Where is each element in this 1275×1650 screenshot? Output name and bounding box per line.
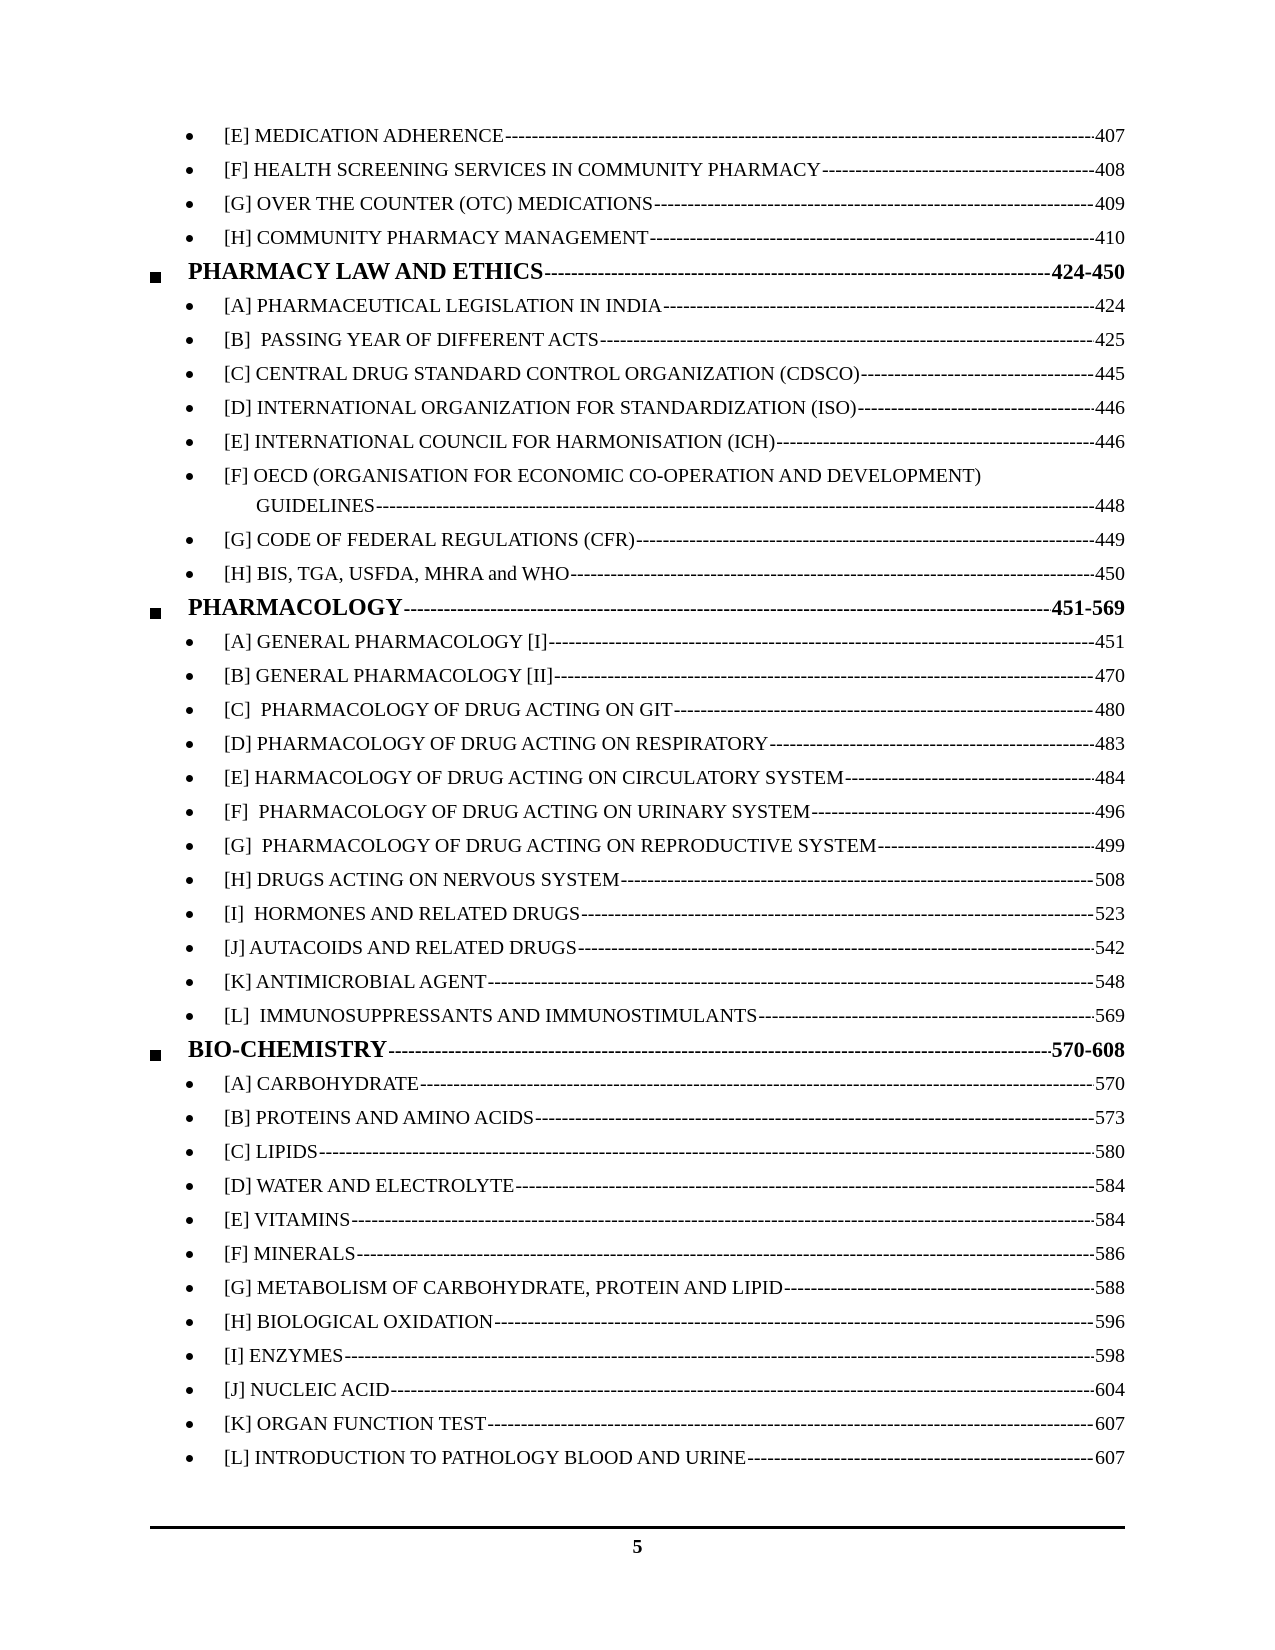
toc-line <box>224 192 1125 216</box>
toc-line <box>224 362 1125 386</box>
bullet-icon <box>186 1013 193 1020</box>
entry-page: 586 <box>1095 1243 1125 1265</box>
bullet-icon <box>186 201 193 208</box>
dot-leader <box>674 698 1094 722</box>
toc-entry-row[interactable] <box>0 1072 1275 1106</box>
entry-page: 483 <box>1095 733 1125 755</box>
entry-title: [E] HARMACOLOGY OF DRUG ACTING ON CIRCULATORY SYSTEM <box>224 767 844 789</box>
dot-leader <box>494 1310 1094 1334</box>
toc-line <box>188 1036 1125 1064</box>
toc-line <box>224 800 1125 824</box>
entry-title: [E] MEDICATION ADHERENCE <box>224 125 504 147</box>
dot-leader <box>758 1004 1094 1028</box>
toc-line <box>224 1412 1125 1436</box>
toc-line <box>224 902 1125 926</box>
dot-leader <box>488 970 1094 994</box>
entry-title: [F] HEALTH SCREENING SERVICES IN COMMUNITY PHARMACY <box>224 159 821 181</box>
toc-entry-row[interactable] <box>0 226 1275 260</box>
entry-title: [D] INTERNATIONAL ORGANIZATION FOR STANDARDIZATION (ISO) <box>224 397 857 419</box>
toc-line <box>224 562 1125 586</box>
entry-title: [C] LIPIDS <box>224 1141 318 1163</box>
bullet-icon <box>186 1115 193 1122</box>
dot-leader <box>554 664 1094 688</box>
bullet-icon <box>186 303 193 310</box>
dot-leader <box>600 328 1094 352</box>
dot-leader <box>351 1208 1094 1232</box>
toc-line <box>224 732 1125 756</box>
toc-entry-row[interactable] <box>0 732 1275 766</box>
toc-line <box>224 1004 1125 1028</box>
square-bullet-icon <box>150 608 161 619</box>
toc-line <box>224 1446 1125 1470</box>
entry-title: [F] PHARMACOLOGY OF DRUG ACTING ON URINARY SYSTEM <box>224 801 811 823</box>
page-number: 5 <box>632 1536 643 1558</box>
toc-entry-row[interactable] <box>0 902 1275 936</box>
bullet-icon <box>186 911 193 918</box>
entry-page: 499 <box>1095 835 1125 857</box>
toc-entry-row[interactable] <box>0 868 1275 902</box>
entry-page: 450 <box>1095 563 1125 585</box>
section-page-range: 424-450 <box>1051 259 1125 284</box>
entry-page: 451 <box>1095 631 1125 653</box>
bullet-icon <box>186 439 193 446</box>
section-page-range: 570-608 <box>1051 1037 1125 1062</box>
bullet-icon <box>186 877 193 884</box>
bullet-icon <box>186 707 193 714</box>
dot-leader <box>420 1072 1094 1096</box>
toc-section-row[interactable] <box>0 260 1275 294</box>
dot-leader <box>747 1446 1094 1470</box>
entry-title: [H] DRUGS ACTING ON NERVOUS SYSTEM <box>224 869 620 891</box>
bullet-icon <box>186 405 193 412</box>
bullet-icon <box>186 473 193 480</box>
entry-title: [H] BIOLOGICAL OXIDATION <box>224 1311 494 1333</box>
entry-page: 584 <box>1095 1175 1125 1197</box>
entry-title: [G] PHARMACOLOGY OF DRUG ACTING ON REPRODUCTIVE SYSTEM <box>224 835 877 857</box>
dot-leader <box>663 294 1094 318</box>
toc-entry-row[interactable] <box>0 970 1275 1004</box>
entry-page: 604 <box>1095 1379 1125 1401</box>
dot-leader <box>861 362 1094 386</box>
dot-leader <box>654 192 1094 216</box>
toc-entry-row[interactable] <box>0 1446 1275 1480</box>
toc-entry-row[interactable] <box>0 1310 1275 1344</box>
toc-line <box>224 226 1125 250</box>
entry-title: [D] PHARMACOLOGY OF DRUG ACTING ON RESPIRATORY <box>224 733 769 755</box>
entry-page: 410 <box>1095 227 1125 249</box>
entry-title: [G] CODE OF FEDERAL REGULATIONS (CFR) <box>224 529 635 551</box>
toc-line <box>224 430 1125 454</box>
toc-entry-row[interactable] <box>0 1004 1275 1038</box>
toc-entry-row[interactable] <box>0 464 1275 494</box>
section-page-range: 451-569 <box>1051 595 1125 620</box>
bullet-icon <box>186 1421 193 1428</box>
bullet-icon <box>186 371 193 378</box>
bullet-icon <box>186 639 193 646</box>
toc-line <box>188 594 1125 622</box>
toc-entry-row[interactable] <box>0 396 1275 430</box>
entry-title: [C] CENTRAL DRUG STANDARD CONTROL ORGANIZATION (CDSCO) <box>224 363 860 385</box>
entry-title: [I] ENZYMES <box>224 1345 344 1367</box>
dot-leader <box>578 936 1094 960</box>
entry-title: [G] METABOLISM OF CARBOHYDRATE, PROTEIN AND LIPID <box>224 1277 783 1299</box>
toc-entry-row[interactable] <box>0 328 1275 362</box>
bullet-icon <box>186 1081 193 1088</box>
dot-leader <box>878 834 1094 858</box>
toc-line <box>224 328 1125 352</box>
entry-page: 424 <box>1095 295 1125 317</box>
bullet-icon <box>186 1319 193 1326</box>
entry-title: [K] ANTIMICROBIAL AGENT <box>224 971 487 993</box>
entry-title: [B] PASSING YEAR OF DIFFERENT ACTS <box>224 329 599 351</box>
entry-page: 570 <box>1095 1073 1125 1095</box>
toc-line <box>224 1310 1125 1334</box>
toc-line <box>256 494 1125 518</box>
toc-line <box>224 396 1125 420</box>
bullet-icon <box>186 571 193 578</box>
entry-page: 542 <box>1095 937 1125 959</box>
entry-page: 448 <box>1095 495 1125 517</box>
entry-title: [A] GENERAL PHARMACOLOGY [I] <box>224 631 548 653</box>
entry-page: 580 <box>1095 1141 1125 1163</box>
toc-line <box>224 698 1125 722</box>
dot-leader <box>391 1378 1094 1402</box>
dot-leader <box>515 1174 1094 1198</box>
entry-title: [B] PROTEINS AND AMINO ACIDS <box>224 1107 535 1129</box>
entry-page: 569 <box>1095 1005 1125 1027</box>
bullet-icon <box>186 741 193 748</box>
toc-entry-row[interactable] <box>0 630 1275 664</box>
entry-page: 446 <box>1095 397 1125 419</box>
dot-leader <box>636 528 1094 552</box>
toc-section-row[interactable] <box>0 596 1275 630</box>
toc-entry-row[interactable] <box>0 1378 1275 1412</box>
table-of-contents <box>0 124 1275 1480</box>
toc-entry-row[interactable] <box>0 1106 1275 1140</box>
entry-page: 523 <box>1095 903 1125 925</box>
bullet-icon <box>186 167 193 174</box>
entry-title: [F] OECD (ORGANISATION FOR ECONOMIC CO-OPERATION AND DEVELOPMENT) <box>224 465 982 487</box>
dot-leader <box>357 1242 1094 1266</box>
section-title: BIO-CHEMISTRY <box>188 1037 388 1063</box>
toc-line <box>224 766 1125 790</box>
entry-page: 470 <box>1095 665 1125 687</box>
bullet-icon <box>186 843 193 850</box>
entry-title: [H] BIS, TGA, USFDA, MHRA and WHO <box>224 563 570 585</box>
entry-page: 596 <box>1095 1311 1125 1333</box>
toc-line <box>224 1276 1125 1300</box>
toc-entry-row[interactable] <box>0 528 1275 562</box>
bullet-icon <box>186 1217 193 1224</box>
dot-leader <box>505 124 1094 148</box>
bullet-icon <box>186 235 193 242</box>
section-title: PHARMACOLOGY <box>188 595 403 621</box>
dot-leader <box>535 1106 1094 1130</box>
dot-leader <box>811 800 1094 824</box>
toc-line <box>224 1174 1125 1198</box>
bullet-icon <box>186 979 193 986</box>
toc-entry-row[interactable] <box>0 1412 1275 1446</box>
toc-line <box>224 630 1125 654</box>
toc-entry-row[interactable] <box>0 430 1275 464</box>
toc-entry-row[interactable] <box>0 1276 1275 1310</box>
dot-leader <box>621 868 1094 892</box>
entry-title: [E] INTERNATIONAL COUNCIL FOR HARMONISATION (ICH) <box>224 431 776 453</box>
dot-leader <box>544 259 1050 287</box>
entry-page: 449 <box>1095 529 1125 551</box>
toc-entry-row[interactable] <box>0 562 1275 596</box>
entry-page: 445 <box>1095 363 1125 385</box>
entry-page: 573 <box>1095 1107 1125 1129</box>
toc-line <box>224 124 1125 148</box>
dot-leader <box>344 1344 1094 1368</box>
entry-page: 480 <box>1095 699 1125 721</box>
entry-title: [L] IMMUNOSUPPRESSANTS AND IMMUNOSTIMULANTS <box>224 1005 758 1027</box>
entry-title: [L] INTRODUCTION TO PATHOLOGY BLOOD AND URINE <box>224 1447 747 1469</box>
toc-entry-row[interactable] <box>0 1208 1275 1242</box>
entry-page: 508 <box>1095 869 1125 891</box>
entry-page: 548 <box>1095 971 1125 993</box>
toc-line <box>224 1208 1125 1232</box>
entry-page: 409 <box>1095 193 1125 215</box>
entry-title: [D] WATER AND ELECTROLYTE <box>224 1175 515 1197</box>
toc-entry-row[interactable] <box>0 1344 1275 1378</box>
toc-line <box>224 1344 1125 1368</box>
bullet-icon <box>186 537 193 544</box>
bullet-icon <box>186 1455 193 1462</box>
entry-page: 446 <box>1095 431 1125 453</box>
toc-line <box>224 868 1125 892</box>
bullet-icon <box>186 673 193 680</box>
entry-title: [B] GENERAL PHARMACOLOGY [II] <box>224 665 554 687</box>
toc-entry-row[interactable] <box>0 1140 1275 1174</box>
entry-page: 607 <box>1095 1413 1125 1435</box>
toc-entry-row[interactable] <box>0 664 1275 698</box>
toc-entry-row[interactable] <box>0 766 1275 800</box>
toc-line <box>224 1106 1125 1130</box>
entry-title: [J] NUCLEIC ACID <box>224 1379 390 1401</box>
entry-page: 588 <box>1095 1277 1125 1299</box>
toc-line <box>224 1072 1125 1096</box>
dot-leader <box>404 595 1051 623</box>
toc-entry-row[interactable] <box>0 294 1275 328</box>
entry-title: [E] VITAMINS <box>224 1209 351 1231</box>
bullet-icon <box>186 1353 193 1360</box>
entry-page: 607 <box>1095 1447 1125 1469</box>
bullet-icon <box>186 1387 193 1394</box>
entry-page: 408 <box>1095 159 1125 181</box>
entry-title-continued: GUIDELINES <box>256 495 375 517</box>
toc-entry-row[interactable] <box>0 834 1275 868</box>
toc-line <box>224 464 1125 488</box>
toc-entry-row[interactable] <box>0 192 1275 226</box>
dot-leader <box>581 902 1094 926</box>
square-bullet-icon <box>150 272 161 283</box>
toc-line <box>224 1140 1125 1164</box>
toc-line <box>224 936 1125 960</box>
dot-leader <box>487 1412 1094 1436</box>
entry-page: 496 <box>1095 801 1125 823</box>
entry-page: 584 <box>1095 1209 1125 1231</box>
footer-rule <box>150 1526 1125 1529</box>
toc-entry-row[interactable] <box>0 158 1275 192</box>
dot-leader <box>388 1037 1050 1065</box>
toc-line <box>224 528 1125 552</box>
square-bullet-icon <box>150 1050 161 1061</box>
toc-line <box>224 970 1125 994</box>
dot-leader <box>858 396 1094 420</box>
entry-title: [J] AUTACOIDS AND RELATED DRUGS <box>224 937 577 959</box>
toc-line <box>188 258 1125 286</box>
entry-page: 407 <box>1095 125 1125 147</box>
toc-entry-row[interactable] <box>0 800 1275 834</box>
dot-leader <box>776 430 1094 454</box>
bullet-icon <box>186 1285 193 1292</box>
dot-leader <box>784 1276 1094 1300</box>
bullet-icon <box>186 809 193 816</box>
bullet-icon <box>186 1149 193 1156</box>
dot-leader <box>845 766 1094 790</box>
toc-section-row[interactable] <box>0 1038 1275 1072</box>
entry-title: [K] ORGAN FUNCTION TEST <box>224 1413 487 1435</box>
toc-entry-row[interactable] <box>0 124 1275 158</box>
toc-entry-row[interactable] <box>0 936 1275 970</box>
bullet-icon <box>186 945 193 952</box>
bullet-icon <box>186 1251 193 1258</box>
toc-entry-row[interactable] <box>0 698 1275 732</box>
toc-entry-row[interactable] <box>0 1242 1275 1276</box>
entry-title: [A] CARBOHYDRATE <box>224 1073 419 1095</box>
entry-title: [C] PHARMACOLOGY OF DRUG ACTING ON GIT <box>224 699 673 721</box>
toc-line <box>224 158 1125 182</box>
entry-title: [G] OVER THE COUNTER (OTC) MEDICATIONS <box>224 193 654 215</box>
dot-leader <box>549 630 1095 654</box>
toc-line <box>224 834 1125 858</box>
entry-page: 598 <box>1095 1345 1125 1367</box>
entry-page: 425 <box>1095 329 1125 351</box>
dot-leader <box>822 158 1094 182</box>
entry-page: 484 <box>1095 767 1125 789</box>
bullet-icon <box>186 775 193 782</box>
toc-entry-continuation[interactable] <box>0 494 1275 528</box>
entry-title: [H] COMMUNITY PHARMACY MANAGEMENT <box>224 227 649 249</box>
dot-leader <box>570 562 1094 586</box>
toc-entry-row[interactable] <box>0 362 1275 396</box>
toc-line <box>224 1378 1125 1402</box>
toc-line <box>224 294 1125 318</box>
dot-leader <box>319 1140 1094 1164</box>
toc-line <box>224 664 1125 688</box>
section-title: PHARMACY LAW AND ETHICS <box>188 259 544 285</box>
entry-title: [I] HORMONES AND RELATED DRUGS <box>224 903 581 925</box>
entry-title: [A] PHARMACEUTICAL LEGISLATION IN INDIA <box>224 295 663 317</box>
dot-leader <box>650 226 1094 250</box>
toc-entry-row[interactable] <box>0 1174 1275 1208</box>
dot-leader <box>376 494 1094 518</box>
entry-title: [F] MINERALS <box>224 1243 356 1265</box>
dot-leader <box>770 732 1094 756</box>
bullet-icon <box>186 133 193 140</box>
toc-line <box>224 1242 1125 1266</box>
bullet-icon <box>186 1183 193 1190</box>
bullet-icon <box>186 337 193 344</box>
